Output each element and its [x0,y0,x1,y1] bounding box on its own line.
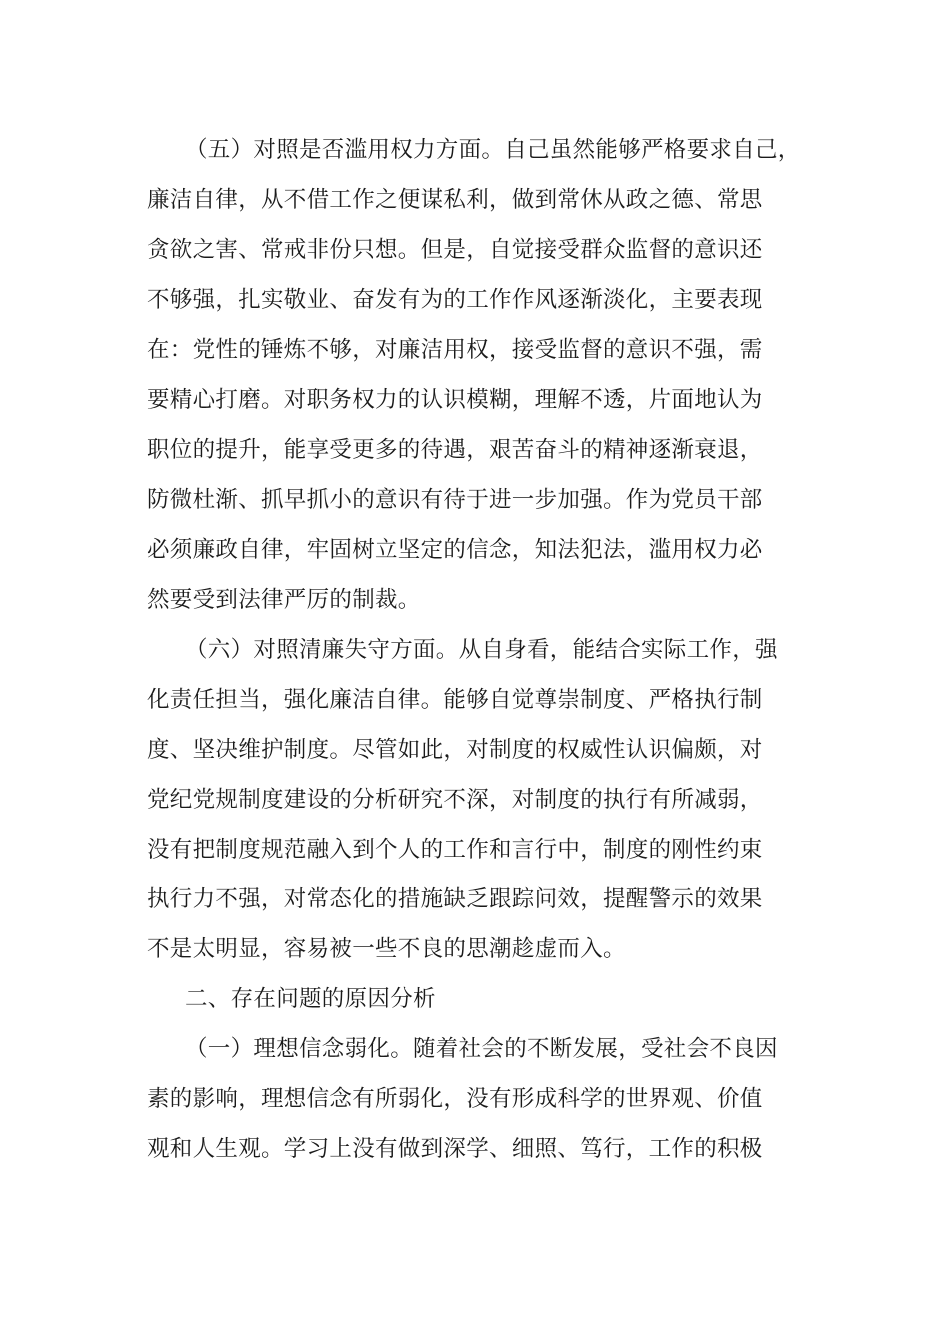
paragraph-6-line-3: 度、坚决维护制度。尽管如此，对制度的权威性认识偏颇，对 [147,737,763,763]
paragraph-6-line-6: 执行力不强，对常态化的措施缺乏跟踪问效，提醒警示的效果 [147,886,763,912]
paragraph-5-line-7: 职位的提升，能享受更多的待遇，艰苦奋斗的精神逐渐衰退， [147,437,763,463]
paragraph-1-line-2: 素的影响，理想信念有所弱化，没有形成科学的世界观、价值 [147,1086,763,1112]
paragraph-5-line-1: （五）对照是否滥用权力方面。自己虽然能够严格要求自己， [185,137,801,163]
paragraph-5-line-4: 不够强，扎实敬业、奋发有为的工作作风逐渐淡化，主要表现 [147,287,763,313]
paragraph-6-line-4: 党纪党规制度建设的分析研究不深，对制度的执行有所减弱， [147,787,763,813]
paragraph-6-line-5: 没有把制度规范融入到个人的工作和言行中，制度的刚性约束 [147,837,763,863]
paragraph-5-line-5: 在：党性的锤炼不够，对廉洁用权，接受监督的意识不强，需 [147,337,763,363]
paragraph-5-line-3: 贪欲之害、常戒非份只想。但是，自觉接受群众监督的意识还 [147,237,763,263]
paragraph-6-line-7: 不是太明显，容易被一些不良的思潮趁虚而入。 [147,936,626,962]
paragraph-5-line-6: 要精心打磨。对职务权力的认识模糊，理解不透，片面地认为 [147,387,763,413]
section-heading: 二、存在问题的原因分析 [185,986,436,1012]
paragraph-6-line-2: 化责任担当，强化廉洁自律。能够自觉尊崇制度、严格执行制 [147,687,763,713]
paragraph-1-line-1: （一）理想信念弱化。随着社会的不断发展，受社会不良因 [185,1036,778,1062]
paragraph-5-line-8: 防微杜渐、抓早抓小的意识有待于进一步加强。作为党员干部 [147,487,763,513]
paragraph-5-line-2: 廉洁自律，从不借工作之便谋私利，做到常休从政之德、常思 [147,187,763,213]
paragraph-1-line-3: 观和人生观。学习上没有做到深学、细照、笃行，工作的积极 [147,1136,763,1162]
paragraph-5-line-9: 必须廉政自律，牢固树立坚定的信念，知法犯法，滥用权力必 [147,537,763,563]
paragraph-6-line-1: （六）对照清廉失守方面。从自身看，能结合实际工作，强 [185,637,778,663]
paragraph-5-line-10: 然要受到法律严厉的制裁。 [147,587,421,613]
